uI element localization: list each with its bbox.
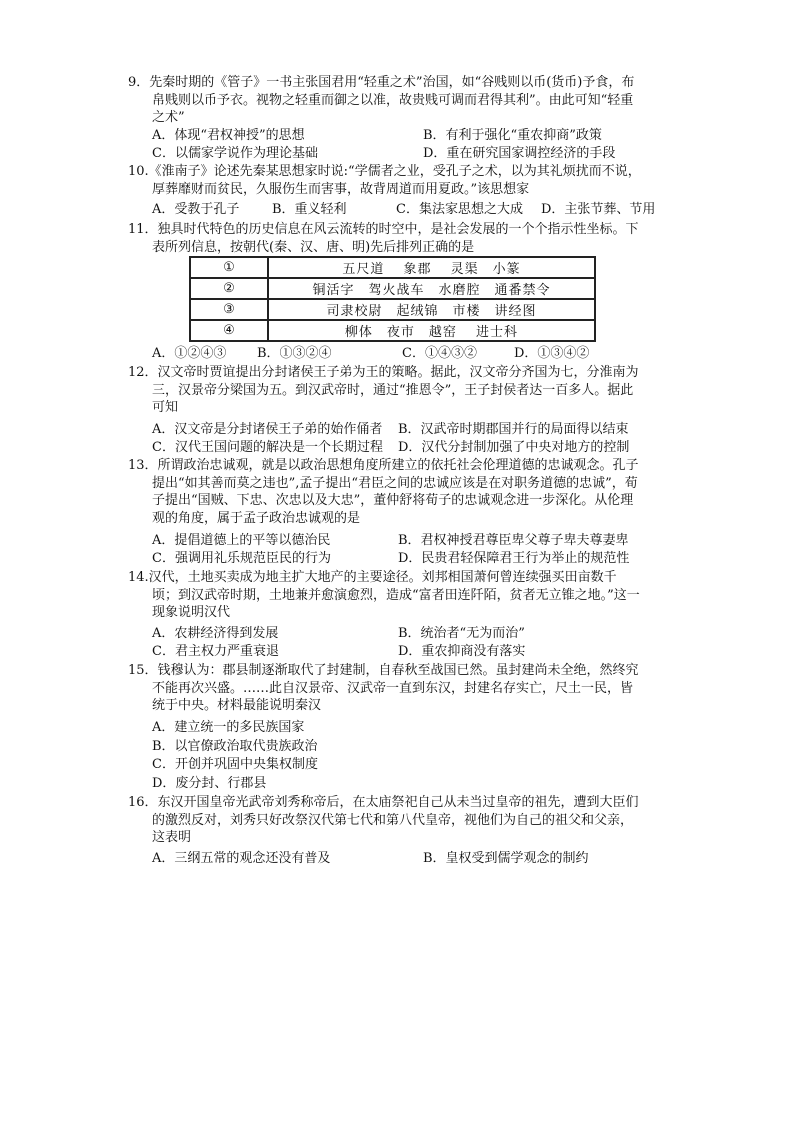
question-16-stem: 16．东汉开国皇帝光武帝刘秀称帝后，在太庙祭祀自己从未当过皇帝的祖先，遭到大臣们的激烈反对，刘秀只好改祭汉代第七代和第八代皇帝，视他们为自己的祖父和父亲，这表明 <box>128 795 639 845</box>
question-14 <box>0 569 794 622</box>
table-row-number: ③ <box>190 299 268 320</box>
question-13-option-b: B．君权神授君尊臣卑父尊子卑夫尊妻卑 <box>398 533 629 548</box>
question-11-table <box>189 256 596 342</box>
table-row <box>190 257 595 278</box>
question-14-stem: 14.汉代，土地买卖成为地主扩大地产的主要途径。刘邦相国萧何曾连续强买田亩数千顷；到汉武帝时期，土地兼并愈演愈烈，造成“富者田连阡陌，贫者无立锥之地。”这一现象说明汉代 <box>128 570 640 620</box>
question-9-stem: 9．先秦时期的《管子》一书主张国君用“轻重之术”治国，如“谷贱则以币(货币)予食，布帛贱则以币予衣。视物之轻重而御之以准，故贵贱可调而君得其利”。由此可知“轻重之术” <box>128 75 635 125</box>
question-10-option-a: A．受教于孔子 <box>152 202 240 217</box>
question-15-stem: 15．钱穆认为：郡县制逐渐取代了封建制，自春秋至战国已然。虽封建尚未全绝，然终究不能再次兴盛。……此自汉景帝、汉武帝一直到东汉，封建名存实亡，尺土一民，皆统于中央。材料最能说明秦汉 <box>128 663 639 713</box>
question-14-option-d: D．重农抑商没有落实 <box>398 644 526 659</box>
question-15-option-a: A．建立统一的多民族国家 <box>152 720 305 735</box>
question-15-option-c: C．开创并巩固中央集权制度 <box>152 757 318 772</box>
question-11 <box>0 221 794 256</box>
table-row <box>190 320 595 341</box>
question-10 <box>0 163 794 198</box>
table-row-items: 铜活字 驾火战车 水磨腔 通番禁令 <box>268 278 595 299</box>
table-row-number: ④ <box>190 320 268 341</box>
question-12-option-a: A．汉文帝是分封诸侯王子弟的始作俑者 <box>152 422 383 437</box>
question-14-option-c: C．君主权力严重衰退 <box>152 644 279 659</box>
question-14-option-b: B．统治者“无为而治” <box>398 626 525 641</box>
question-9-option-c: C．以儒家学说作为理论基础 <box>152 146 318 161</box>
question-15-option-b: B．以官僚政治取代贵族政治 <box>152 739 318 754</box>
question-12-option-b: B．汉武帝时期郡国并行的局面得以结束 <box>398 422 629 437</box>
question-11-stem: 11．独具时代特色的历史信息在风云流转的时空中，是社会发展的一个个指示性坐标。下表所列信息，按朝代(秦、汉、唐、明)先后排列正确的是 <box>128 222 639 255</box>
question-16 <box>0 794 794 847</box>
question-12-option-d: D．汉代分封制加强了中央对地方的控制 <box>398 440 630 455</box>
question-13 <box>0 457 794 527</box>
question-11-option-a: A．①②④③ <box>152 346 227 361</box>
table-row-items: 司隶校尉 起绒锦 市楼 讲经图 <box>268 299 595 320</box>
question-16-option-a: A．三纲五常的观念还没有普及 <box>152 851 331 866</box>
table-row-number: ② <box>190 278 268 299</box>
question-9-option-d: D．重在研究国家调控经济的手段 <box>423 146 616 161</box>
question-15 <box>0 662 794 715</box>
question-13-stem: 13．所谓政治忠诚观，就是以政治思想角度所建立的依托社会伦理道德的忠诚观念。孔子提出“如其善而莫之违也”,孟子提出“君臣之间的忠诚应该是在对职务道德的忠诚”，荀子提出“国贼、下忠、次忠以及大忠”，董仲舒将荀子的忠诚观念进一步深化。从伦理观的角度，属于孟子政治忠诚观的是 <box>128 458 639 526</box>
table-row-items: 柳体 夜市 越窑 进士科 <box>268 320 595 341</box>
table-row <box>190 278 595 299</box>
question-13-option-d: D．民贵君轻保障君王行为举止的规范性 <box>398 551 630 566</box>
question-12-option-c: C．汉代王国问题的解决是一个长期过程 <box>152 440 383 455</box>
question-9 <box>0 74 794 127</box>
question-11-option-b: B．①③②④ <box>257 346 332 361</box>
question-10-option-d: D．主张节葬、节用 <box>541 202 656 217</box>
question-10-stem: 10.《淮南子》论述先秦某思想家时说:“学儒者之业，受孔子之术，以为其礼烦扰而不说，厚葬靡财而贫民，久服伤生而害事，故背周道而用夏政。”该思想家 <box>128 164 641 197</box>
question-10-option-b: B．重义轻利 <box>272 202 347 217</box>
table-row-items: 五尺道 象郡 灵渠 小篆 <box>268 257 595 278</box>
question-13-option-a: A．提倡道德上的平等以德治民 <box>152 533 331 548</box>
question-10-option-c: C．集法家思想之大成 <box>396 202 523 217</box>
question-15-option-d: D．废分封、行郡县 <box>152 776 267 791</box>
question-11-option-d: D．①③④② <box>514 346 590 361</box>
question-9-option-b: B．有利于强化“重农抑商”政策 <box>423 128 602 143</box>
question-14-option-a: A．农耕经济得到发展 <box>152 626 279 641</box>
table-row <box>190 299 595 320</box>
question-9-option-a: A．体现“君权神授”的思想 <box>152 128 305 143</box>
question-11-option-c: C．①④③② <box>402 346 477 361</box>
table-row-number: ① <box>190 257 268 278</box>
question-13-option-c: C．强调用礼乐规范臣民的行为 <box>152 551 331 566</box>
question-12 <box>0 364 794 417</box>
question-12-stem: 12．汉文帝时贾谊提出分封诸侯王子弟为王的策略。据此，汉文帝分齐国为七，分淮南为三，汉景帝分梁国为五。到汉武帝时，通过“推恩令”，王子封侯者达一百多人。据此可知 <box>128 365 639 415</box>
question-16-option-b: B．皇权受到儒学观念的制约 <box>423 851 589 866</box>
